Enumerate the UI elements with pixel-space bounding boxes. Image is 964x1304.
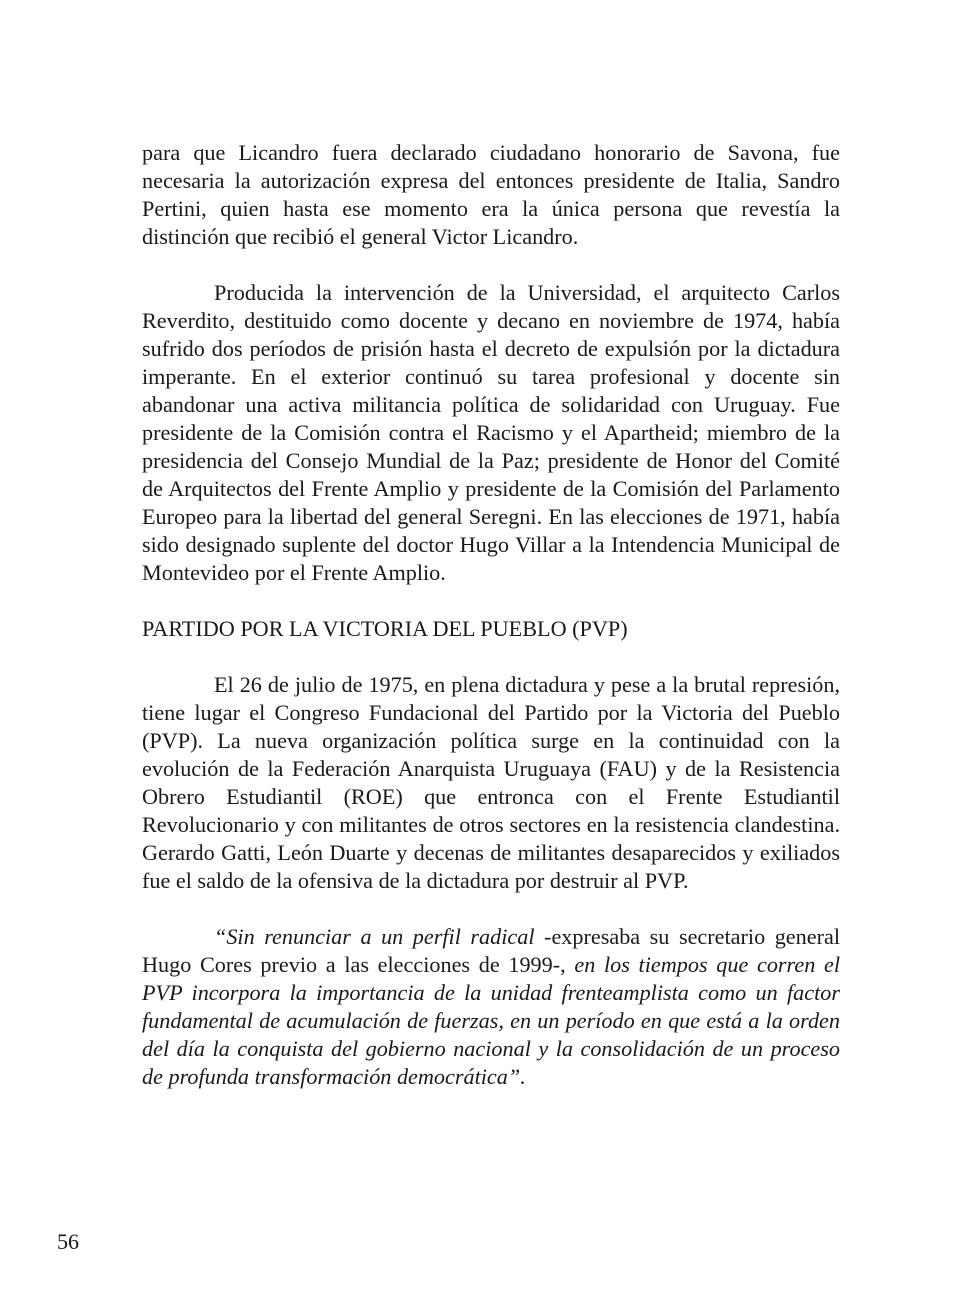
quote-attribution: -expresaba su secretario general Hugo Cores previo a las elecciones de 1999-, bbox=[142, 924, 840, 977]
paragraph-reverdito: Producida la intervención de la Universidad, el arquitecto Carlos Reverdito, destituido como docente y decano en noviembre de 1974, había sufrido dos períodos de prisión hasta el decreto de expulsión por la dictadura imperante. En el exterior continuó su tarea profesional y docente sin abandonar una activa militancia política de solidaridad con Uruguay. Fue presidente de la Comisión contra el Racismo y el Apartheid; miembro de la presidencia del Consejo Mundial de la Paz; presidente de Honor del Comité de Arquitectos del Frente Amplio y presidente de la Comisión del Parlamento Europeo para la libertad del general Seregni. En las elecciones de 1971, había sido designado suplente del doctor Hugo Villar a la Intendencia Municipal de Montevideo por el Frente Amplio. bbox=[142, 280, 840, 585]
quote-body: en los tiempos que corren el PVP incorpora la importancia de la unidad frenteamplista como un factor fundamental de acumulación de fuerzas, en un período en que está a la orden del día la conquista del gobierno nacional y la consolidación de un proceso de profunda transformación democrática”. bbox=[142, 952, 841, 1089]
section-heading: PARTIDO POR LA VICTORIA DEL PUEBLO (PVP) bbox=[142, 616, 628, 641]
quote-opening: “Sin renunciar a un perfil radical bbox=[214, 924, 535, 949]
paragraph-pvp-founding: El 26 de julio de 1975, en plena dictadura y pese a la brutal represión, tiene lugar el Congreso Fundacional del Partido por la Victoria del Pueblo (PVP). La nueva organización política surge en la continuidad con la evolución de la Federación Anarquista Uruguaya (FAU) y de la Resistencia Obrero Estudiantil (ROE) que entronca con el Frente Estudiantil Revolucionario y con militantes de otros sectores en la resistencia clandestina. Gerardo Gatti, León Duarte y decenas de militantes desaparecidos y exiliados fue el saldo de la ofensiva de la dictadura por destruir al PVP. bbox=[142, 672, 840, 893]
page-number: 56 bbox=[57, 1229, 79, 1254]
paragraph-licandro: para que Licandro fuera declarado ciudadano honorario de Savona, fue necesaria la autorización expresa del entonces presidente de Italia, Sandro Pertini, quien hasta ese momento era la única persona que revestía la distinción que recibió el general Victor Licandro. bbox=[142, 140, 840, 249]
paragraph-cores-quote bbox=[142, 923, 840, 1091]
page-body bbox=[142, 139, 840, 1091]
